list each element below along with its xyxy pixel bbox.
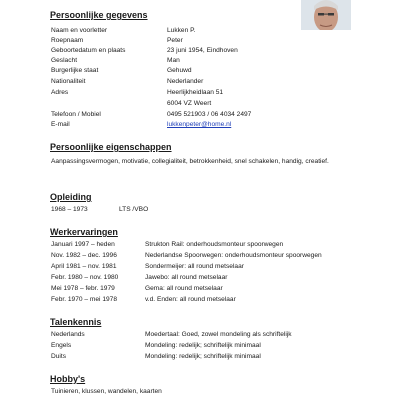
- experience-value: Gema: all round metselaar: [145, 285, 223, 292]
- experience-value: v.d. Enden: all round metselaar: [145, 296, 236, 303]
- section-heading-hobbies: Hobby's: [50, 374, 86, 384]
- language-level: Mondeling: redelijk; schriftelijk minimaal: [145, 353, 261, 360]
- personal-value-phone: 0495 521903 / 06 4034 2497: [167, 111, 252, 118]
- personal-label-birth: Geboortedatum en plaats: [51, 47, 126, 54]
- personal-label-phone: Telefoon / Mobiel: [51, 111, 101, 118]
- traits-text: Aanpassingsvermogen, motivatie, collegialiteit, betrokkenheid, snel schakelen, handig, creatief.: [51, 158, 329, 165]
- personal-value-address-city: 6004 VZ Weert: [167, 100, 212, 107]
- section-heading-experience: Werkervaringen: [50, 227, 118, 237]
- personal-label-marital: Burgerlijke staat: [51, 67, 99, 74]
- language-level: Moedertaal: Goed, zowel mondeling als schriftelijk: [145, 331, 292, 338]
- email-link[interactable]: lukkenpeter@home.nl: [167, 121, 232, 128]
- language-name: Engels: [51, 342, 72, 349]
- experience-period: Febr. 1980 – nov. 1980: [51, 274, 119, 281]
- experience-value: Nederlandse Spoorwegen: onderhoudsmonteur spoorwegen: [145, 252, 322, 259]
- experience-value: Jawebo: all round metselaar: [145, 274, 228, 281]
- experience-value: Sondermeijer: all round metselaar: [145, 263, 244, 270]
- personal-label-email: E-mail: [51, 121, 70, 128]
- hobbies-text: Tuinieren, klussen, wandelen, kaarten: [51, 388, 162, 395]
- language-name: Duits: [51, 353, 67, 360]
- personal-label-nationality: Nationaliteit: [51, 78, 86, 85]
- experience-period: Januari 1997 – heden: [51, 241, 115, 248]
- experience-period: Febr. 1970 – mei 1978: [51, 296, 117, 303]
- experience-period: Nov. 1982 – dec. 1996: [51, 252, 117, 259]
- personal-value-nationality: Nederlander: [167, 78, 204, 85]
- personal-label-address: Adres: [51, 89, 69, 96]
- section-heading-personal: Persoonlijke gegevens: [50, 10, 148, 20]
- section-heading-languages: Talenkennis: [50, 317, 102, 327]
- profile-photo: [301, 0, 351, 30]
- personal-value-birth: 23 juni 1954, Eindhoven: [167, 47, 238, 54]
- language-level: Mondeling: redelijk; schriftelijk minimaal: [145, 342, 261, 349]
- education-period: 1968 – 1973: [51, 206, 88, 213]
- experience-period: April 1981 – nov. 1981: [51, 263, 117, 270]
- personal-label-nickname: Roepnaam: [51, 37, 84, 44]
- language-name: Nederlands: [51, 331, 85, 338]
- personal-value-address-street: Heerlijkheidlaan 51: [167, 89, 224, 96]
- personal-label-name: Naam en voorletter: [51, 27, 108, 34]
- personal-value-gender: Man: [167, 57, 180, 64]
- experience-value: Strukton Rail: onderhoudsmonteur spoorwegen: [145, 241, 284, 248]
- section-heading-education: Opleiding: [50, 192, 92, 202]
- personal-label-gender: Geslacht: [51, 57, 78, 64]
- education-value: LTS /VBO: [119, 206, 149, 213]
- personal-value-nickname: Peter: [167, 37, 183, 44]
- experience-period: Mei 1978 – febr. 1979: [51, 285, 115, 292]
- personal-value-name: Lukken P.: [167, 27, 196, 34]
- person-portrait-icon: [301, 0, 351, 30]
- section-heading-traits: Persoonlijke eigenschappen: [50, 142, 172, 152]
- personal-value-marital: Gehuwd: [167, 67, 192, 74]
